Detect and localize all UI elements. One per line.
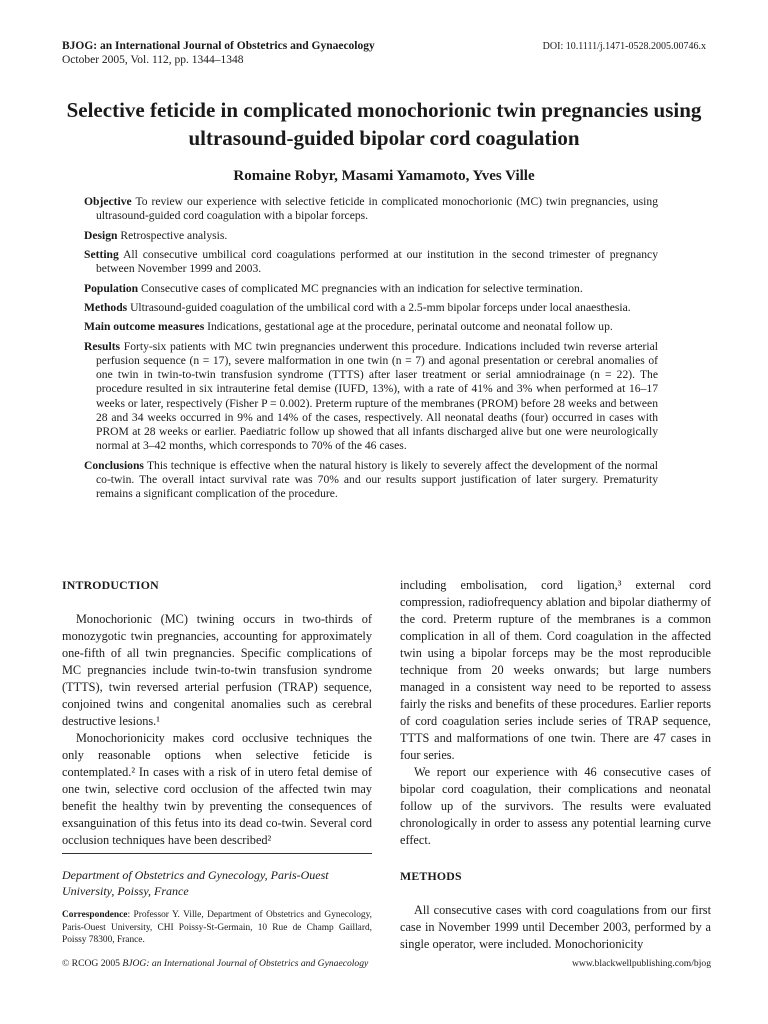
affiliation: Department of Obstetrics and Gynecology, Paris-Ouest University, Poissy, France <box>62 868 329 898</box>
abstract-outcome-measures <box>84 320 658 334</box>
abstract-population <box>84 282 658 296</box>
abstract-label: Objective <box>84 195 132 208</box>
abstract-methods <box>84 301 658 315</box>
abstract-results <box>84 340 658 454</box>
article-title: Selective feticide in complicated monochorionic twin pregnancies using ultrasound-guided bipolar cord coagulation <box>66 98 702 150</box>
abstract-label: Design <box>84 228 118 242</box>
abstract-conclusions <box>84 459 658 502</box>
abstract-setting <box>84 248 658 276</box>
correspondence-note <box>62 909 372 947</box>
footer-journal-name: BJOG: an International Journal of Obstetrics and Gynaecology <box>122 958 369 969</box>
abstract-label: Results <box>84 339 121 353</box>
abstract-label: Setting <box>84 247 119 261</box>
journal-name: BJOG: an International Journal of Obstetrics and Gynaecology <box>62 40 375 52</box>
abstract-text: Consecutive cases of complicated MC pregnancies with an indication for selective termination. <box>141 281 583 295</box>
left-column <box>62 577 372 849</box>
abstract-text: Ultrasound-guided coagulation of the umbilical cord with a 2.5-mm bipolar forceps under local anaesthesia. <box>130 300 631 314</box>
correspondence-label: Correspondence <box>62 910 128 920</box>
footnote-divider <box>62 853 372 854</box>
abstract-label: Methods <box>84 300 128 314</box>
abstract-text: Indications, gestational age at the procedure, perinatal outcome and neonatal follow up. <box>207 320 613 334</box>
intro-paragraph-last: We report our experience with 46 consecutive cases of bipolar cord coagulation, their complications and neonatal follow up of the survivors. The results were evaluated chronologically in order to assess any potential learning curve effect. <box>400 765 711 847</box>
abstract-text: Forty-six patients with MC twin pregnancies underwent this procedure. Indications included twin reverse arterial perfusion sequence (n = 17), severe malformation in one twin (n = 7) and agonal presentation or cerebral anomalies of one twin in twin-to-twin transfusion syndrome (TTTS) after laser treatment or serial amniodrainage (n = 22). The procedure resulted in six intrauterine fetal demise (IUFD, 13%), with a rate of 41% and 3% when performed at 16–17 weeks or later, respectively (Fisher P = 0.002). Preterm rupture of the membranes (PROM) before 28 weeks and between 28 and 34 weeks occurred in 9% and 14% of the cases, respectively. All neonatal deaths (four) occurred in cases with PROM at 28 weeks or earlier. Paediatric follow up showed that all infants discharged alive but one were neurologically normal at 3–42 months, which corresponds to 70% of the 46 cases. <box>96 339 659 453</box>
correspondence-text: : Professor Y. Ville, Department of Obstetrics and Gynecology, Paris-Ouest University, CHI Poissy-St-Germain, 10 Rue de Champ Gaillard, Poissy 78300, France. <box>62 910 372 946</box>
journal-issue: October 2005, Vol. 112, pp. 1344–1348 <box>62 54 244 66</box>
abstract-text: To review our experience with selective feticide in complicated monochorionic (MC) twin pregnancies, using ultrasound-guided cord coagulation with a bipolar forceps. <box>96 195 658 223</box>
methods-paragraph: All consecutive cases with cord coagulations from our first case in November 1999 until December 2003, performed by a single operator, were included. Monochorionicity <box>400 903 711 951</box>
abstract-label: Population <box>84 281 139 295</box>
copyright-text: © RCOG 2005 <box>62 958 120 969</box>
methods-heading: METHODS <box>400 869 462 883</box>
methods-section <box>400 868 711 953</box>
intro-paragraph-1: Monochorionic (MC) twining occurs in two-thirds of monozygotic twin pregnancies, accounting for approximately one-fifth of all twin pregnancies. Specific complications of MC pregnancies include twin-to-twin transfusion syndrome (TTTS), twin reversed arterial perfusion (TRAP) sequence, conjoined twins and congenital anomalies such as cerebral destructive lesions.¹ <box>62 612 372 728</box>
journal-header <box>62 39 375 67</box>
abstract-design <box>84 229 658 243</box>
intro-continuation: including embolisation, cord ligation,³ external cord compression, radiofrequency ablation and bipolar diathermy of the cord. Preterm rupture of the membranes is a common complication in all of them. Cord coagulation in the affected twin using a bipolar forceps may be the most reproducible technique from 20 weeks onwards; but large numbers managed in a consistent way need to be reported to assess fairly the risks and benefits of these procedures. Earlier reports of cord coagulation series include series of TRAP sequence, TTTS and malformations of one twin. There are 47 cases in four series. <box>400 578 711 762</box>
abstract-label: Main outcome measures <box>84 320 205 334</box>
abstract <box>84 195 658 506</box>
abstract-text: All consecutive umbilical cord coagulations performed at our institution in the second trimester of pregnancy between November 1999 and 2003. <box>96 247 658 276</box>
doi-text: DOI: 10.1111/j.1471-0528.2005.00746.x <box>542 41 706 52</box>
abstract-text: Retrospective analysis. <box>120 228 228 242</box>
footer-url: www.blackwellpublishing.com/bjog <box>571 958 711 969</box>
abstract-label: Conclusions <box>84 458 144 472</box>
abstract-text: This technique is effective when the natural history is likely to severely affect the development of the normal co-twin. The overall intact survival rate was 70% and our results support justification of later surgery. Prematurity remains a significant complication of the procedure. <box>96 458 658 500</box>
abstract-objective <box>84 195 658 223</box>
right-column <box>400 577 711 849</box>
intro-paragraph-2: Monochorionicity makes cord occlusive techniques the only reasonable options when selective feticide is contemplated.² In cases with a risk of in utero fetal demise of one twin, selective cord occlusion of the affected twin may benefit the healthy twin by preventing the consequences of exsanguination of this fetus into its dead co-twin. Several cord occlusion techniques have been described² <box>62 731 372 847</box>
footer-copyright <box>62 957 368 970</box>
author-list: Romaine Robyr, Masami Yamamoto, Yves Ville <box>233 168 535 184</box>
introduction-heading: INTRODUCTION <box>62 578 159 592</box>
